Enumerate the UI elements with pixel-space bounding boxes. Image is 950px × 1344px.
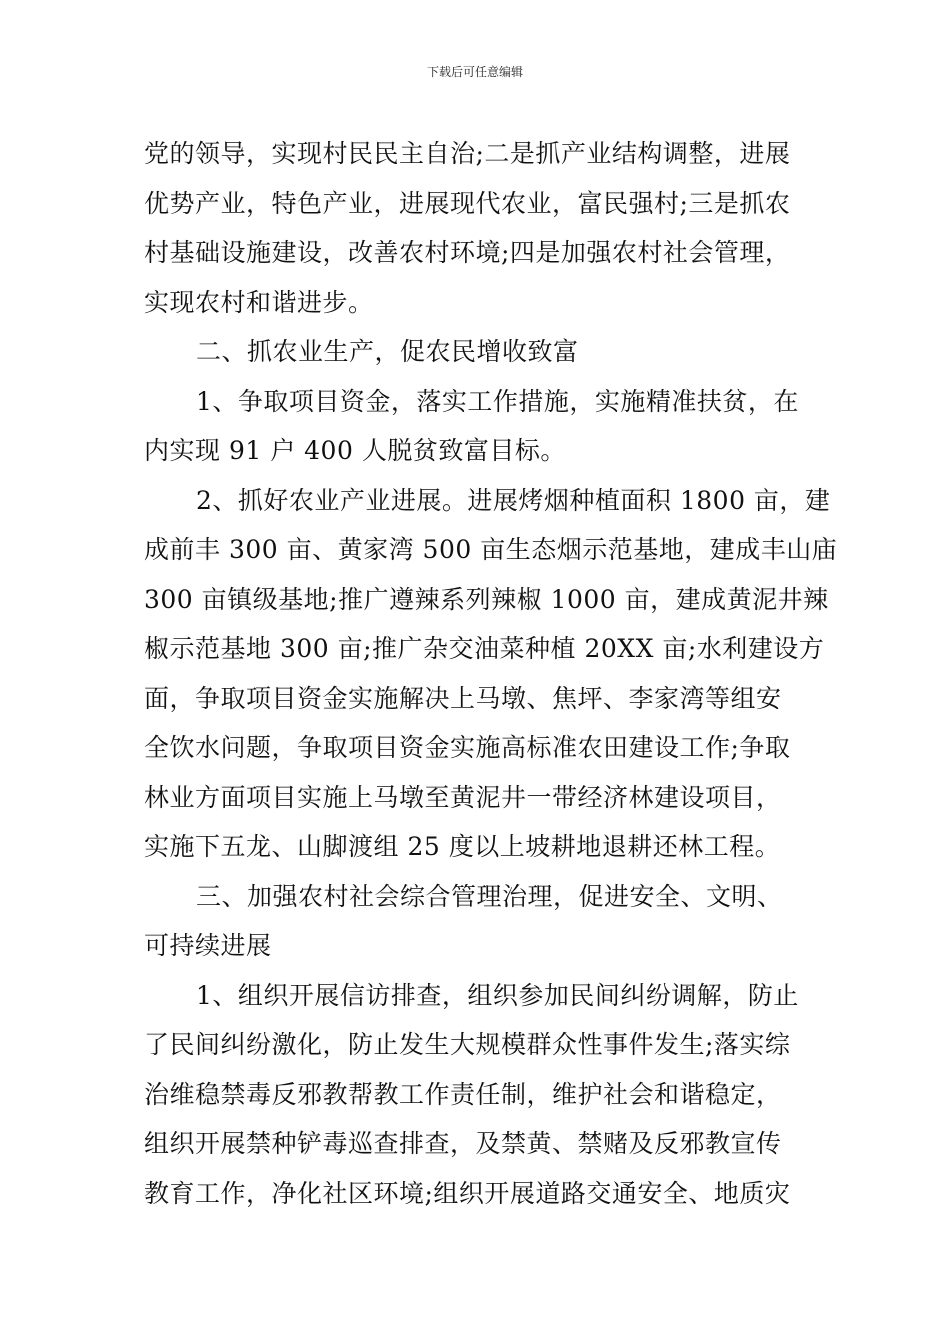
text-line: 党的领导，实现村民民主自治;二是抓产业结构调整，进展 bbox=[144, 139, 791, 168]
text-line: 2、抓好农业产业进展。进展烤烟种植面积 1800 亩，建 bbox=[196, 485, 831, 515]
text-line: 300 亩镇级基地;推广遵辣系列辣椒 1000 亩，建成黄泥井辣 bbox=[144, 584, 829, 614]
text-line: 1、争取项目资金，落实工作措施，实施精准扶贫，在 bbox=[196, 386, 799, 416]
paragraph-1 bbox=[144, 129, 812, 327]
text-line: 治维稳禁毒反邪教帮教工作责任制，维护社会和谐稳定， bbox=[144, 1079, 782, 1109]
text-line: 了民间纠纷激化，防止发生大规模群众性事件发生;落实综 bbox=[144, 1030, 791, 1059]
text-line: 林业方面项目实施上马墩至黄泥井一带经济林建设项目， bbox=[144, 782, 782, 812]
text-line: 椒示范基地 300 亩;推广杂交油菜种植 20XX 亩;水利建设方 bbox=[144, 634, 825, 663]
text-line: 教育工作，净化社区环境;组织开展道路交通安全、地质灾 bbox=[144, 1178, 791, 1208]
section-heading-3 bbox=[144, 872, 812, 971]
text-line: 优势产业，特色产业，进展现代农业，富民强村;三是抓农 bbox=[144, 188, 791, 218]
section-heading-2 bbox=[144, 327, 812, 377]
text-line: 面，争取项目资金实施解决上马墩、焦坪、李家湾等组安 bbox=[144, 683, 782, 713]
text-line: 三、加强农村社会综合管理治理，促进安全、文明、 bbox=[196, 881, 783, 911]
text-line: 1、组织开展信访排查，组织参加民间纠纷调解，防止 bbox=[196, 980, 799, 1010]
text-line: 实现农村和谐进步。 bbox=[144, 287, 374, 317]
text-line: 全饮水问题，争取项目资金实施高标准农田建设工作;争取 bbox=[144, 733, 791, 762]
text-line: 组织开展禁种铲毒巡查排查，及禁黄、禁赌及反邪教宣传 bbox=[144, 1129, 782, 1158]
page-header: 下载后可任意编辑 bbox=[426, 65, 523, 79]
text-line: 内实现 91 户 400 人脱贫致富目标。 bbox=[144, 436, 566, 465]
paragraph-3 bbox=[144, 377, 812, 476]
document-body bbox=[144, 129, 838, 1218]
text-line: 实施下五龙、山脚渡组 25 度以上坡耕地退耕还林工程。 bbox=[144, 832, 781, 861]
text-line: 成前丰 300 亩、黄家湾 500 亩生态烟示范基地，建成丰山庙 bbox=[144, 535, 838, 564]
text-line: 二、抓农业生产，促农民增收致富 bbox=[196, 337, 579, 366]
text-line: 可持续进展 bbox=[144, 931, 272, 960]
paragraph-4 bbox=[144, 476, 838, 872]
paragraph-6 bbox=[144, 971, 812, 1219]
text-line: 村基础设施建设，改善农村环境;四是加强农村社会管理， bbox=[144, 238, 791, 267]
